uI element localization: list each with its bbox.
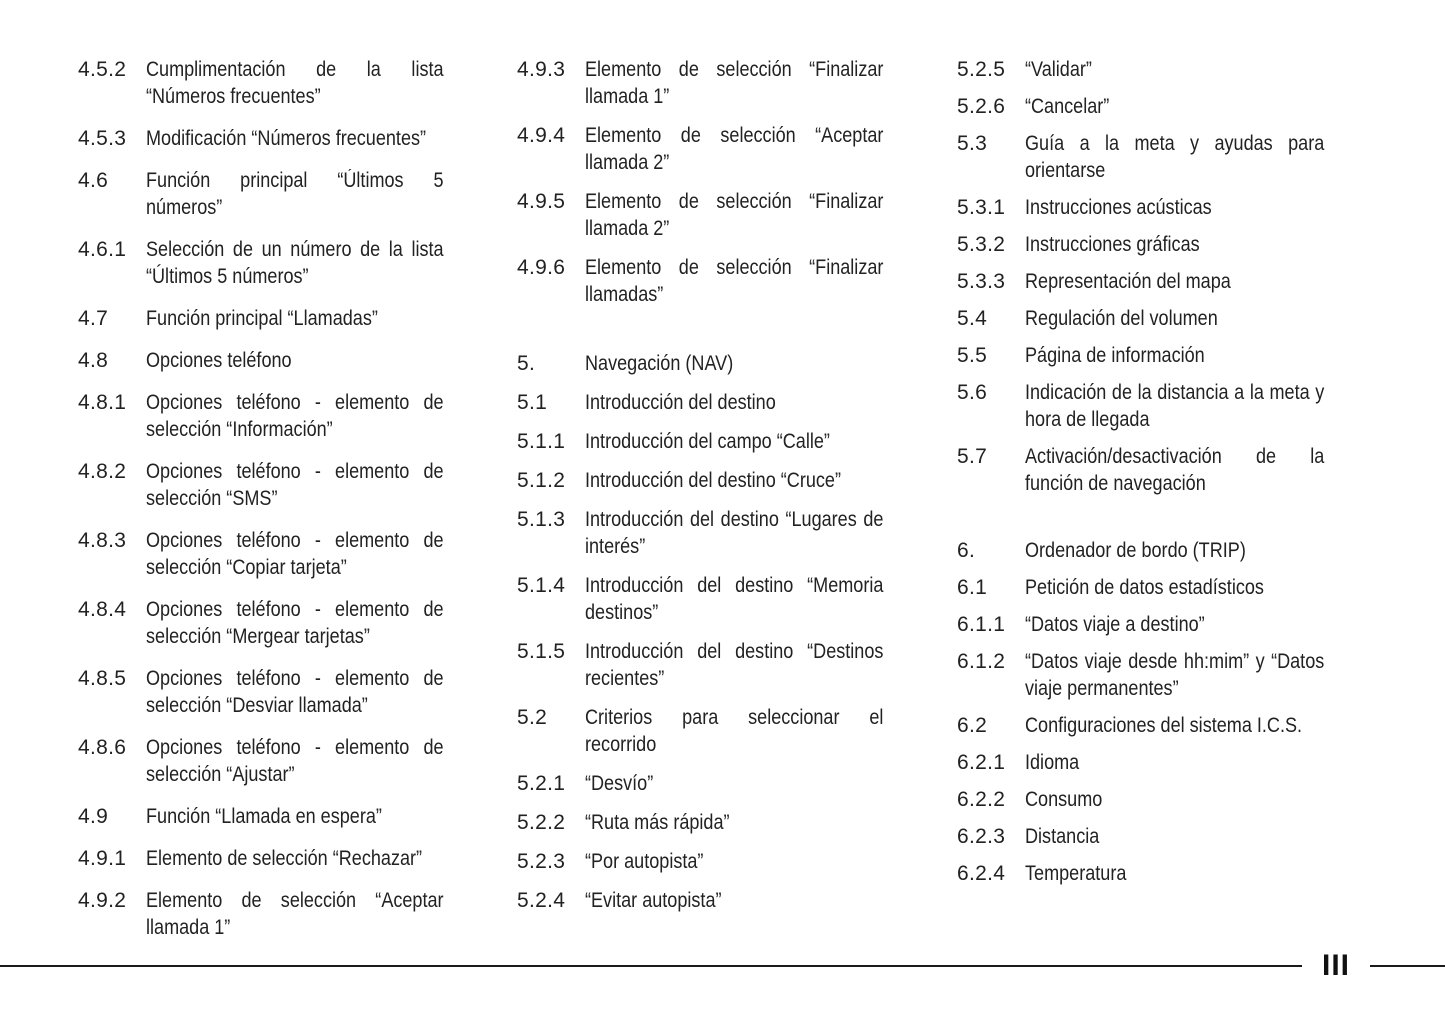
- footer-rule-right: [1370, 965, 1445, 967]
- toc-entry-title: Función “Llamada en espera”: [146, 805, 382, 828]
- toc-entry-title: Elemento de selección “Finalizar llamada 1”: [585, 58, 884, 108]
- toc-entry-title: “Datos viaje a destino”: [1025, 613, 1205, 636]
- toc-entry: [957, 130, 1373, 184]
- toc-entry: [78, 236, 492, 290]
- toc-entry: [957, 537, 1373, 564]
- toc-entry: [957, 786, 1373, 813]
- toc-entry: [957, 231, 1373, 258]
- toc-entry: [78, 734, 492, 788]
- toc-entry-title: Opciones teléfono - elemento de selección “Ajustar”: [146, 736, 444, 786]
- toc-entry: [517, 848, 932, 875]
- toc-entry-number: 5.2.1: [517, 772, 566, 795]
- toc-entry: [517, 389, 932, 416]
- toc-entry-title: Elemento de selección “Finalizar llamadas”: [585, 256, 884, 306]
- toc-entry-title: Introducción del destino: [585, 391, 776, 414]
- toc-entry-title: Cumplimentación de la lista “Números frecuentes”: [146, 58, 444, 108]
- toc-entry: [517, 56, 932, 110]
- toc-entry-number: 4.5.3: [78, 127, 127, 150]
- toc-entry-title: Modificación “Números frecuentes”: [146, 127, 427, 150]
- toc-entry: [957, 305, 1373, 332]
- toc-entry-title: Opciones teléfono - elemento de selección “Mergear tarjetas”: [146, 598, 444, 648]
- toc-entry: [517, 704, 932, 758]
- toc-entry: [78, 56, 492, 110]
- toc-entry-number: 5.2.2: [517, 811, 566, 834]
- toc-entry-number: 4.9.1: [78, 847, 127, 870]
- toc-column-2: [517, 56, 932, 926]
- toc-entry-title: Introducción del destino “Destinos recientes”: [585, 640, 884, 690]
- toc-entry-number: 4.8.3: [78, 529, 127, 552]
- toc-entry-number: 5.2.5: [957, 58, 1006, 81]
- toc-entry-title: Indicación de la distancia a la meta y hora de llegada: [1025, 381, 1325, 431]
- toc-entry-number: 6.1.1: [957, 613, 1006, 636]
- toc-entry-title: Criterios para seleccionar el recorrido: [585, 706, 884, 756]
- toc-entry-number: 4.6: [78, 169, 109, 192]
- toc-entry-number: 6.: [957, 539, 976, 562]
- toc-entry-number: 4.9.2: [78, 889, 127, 912]
- toc-entry-number: 5.2.6: [957, 95, 1006, 118]
- toc-entry-number: 5.5: [957, 344, 988, 367]
- toc-entry-title: Guía a la meta y ayudas para orientarse: [1025, 132, 1325, 182]
- toc-entry-number: 4.8.6: [78, 736, 127, 759]
- toc-entry: [78, 125, 492, 152]
- toc-entry-number: 5.3.1: [957, 196, 1006, 219]
- toc-entry-number: 5.1.5: [517, 640, 566, 663]
- toc-entry-number: 4.9.3: [517, 58, 566, 81]
- toc-entry-number: 5.2: [517, 706, 548, 729]
- toc-entry-number: 4.9.5: [517, 190, 566, 213]
- toc-entry-number: 4.5.2: [78, 58, 127, 81]
- toc-entry-title: Opciones teléfono - elemento de selección “SMS”: [146, 460, 444, 510]
- toc-entry-title: Configuraciones del sistema I.C.S.: [1025, 714, 1303, 737]
- toc-entry: [957, 268, 1373, 295]
- toc-entry: [957, 56, 1373, 83]
- toc-entry-number: 6.1.2: [957, 650, 1006, 673]
- toc-entry-title: Instrucciones gráficas: [1025, 233, 1200, 256]
- toc-entry-number: 5.1: [517, 391, 548, 414]
- toc-entry-number: 5.3.2: [957, 233, 1006, 256]
- toc-entry: [517, 887, 932, 914]
- toc-entry: [78, 887, 492, 941]
- toc-entry-title: “Por autopista”: [585, 850, 704, 873]
- toc-entry-title: Página de información: [1025, 344, 1205, 367]
- toc-entry: [517, 572, 932, 626]
- toc-entry: [78, 845, 492, 872]
- toc-entry-number: 4.9.6: [517, 256, 566, 279]
- toc-entry-number: 5.1.1: [517, 430, 566, 453]
- toc-entry-title: Selección de un número de la lista “Últimos 5 números”: [146, 238, 444, 288]
- toc-entry-number: 6.2: [957, 714, 988, 737]
- toc-entry-number: 4.9: [78, 805, 109, 828]
- toc-entry: [517, 638, 932, 692]
- toc-entry-title: Opciones teléfono - elemento de selección “Desviar llamada”: [146, 667, 444, 717]
- toc-entry-number: 5.3: [957, 132, 988, 155]
- toc-entry: [517, 350, 932, 377]
- toc-entry-title: Introducción del destino “Memoria destinos”: [585, 574, 884, 624]
- toc-entry-title: Ordenador de bordo (TRIP): [1025, 539, 1246, 562]
- toc-entry-title: Elemento de selección “Finalizar llamada 2”: [585, 190, 884, 240]
- toc-entry: [78, 305, 492, 332]
- toc-entry: [78, 596, 492, 650]
- toc-entry-title: Introducción del destino “Cruce”: [585, 469, 841, 492]
- toc-entry-number: 5.1.4: [517, 574, 566, 597]
- toc-entry: [957, 648, 1373, 702]
- toc-entry-number: 5.3.3: [957, 270, 1006, 293]
- toc-entry: [517, 122, 932, 176]
- toc-column-3: [957, 56, 1373, 897]
- toc-entry: [957, 611, 1373, 638]
- toc-entry: [957, 194, 1373, 221]
- toc-entry: [517, 428, 932, 455]
- toc-entry: [517, 254, 932, 308]
- toc-entry-title: Función principal “Llamadas”: [146, 307, 378, 330]
- toc-entry-number: 6.2.2: [957, 788, 1006, 811]
- toc-entry-number: 5.1.3: [517, 508, 566, 531]
- toc-entry-number: 6.2.4: [957, 862, 1006, 885]
- toc-entry-title: Activación/desactivación de la función de navegación: [1025, 445, 1325, 495]
- toc-entry: [957, 749, 1373, 776]
- toc-entry-title: Introducción del destino “Lugares de interés”: [585, 508, 884, 558]
- toc-entry: [78, 458, 492, 512]
- toc-entry-number: 4.6.1: [78, 238, 127, 261]
- toc-entry: [957, 574, 1373, 601]
- toc-entry-title: “Desvío”: [585, 772, 654, 795]
- toc-entry-number: 5.4: [957, 307, 988, 330]
- toc-entry-title: Regulación del volumen: [1025, 307, 1218, 330]
- toc-entry-title: Navegación (NAV): [585, 352, 734, 375]
- toc-column-1: [78, 56, 492, 956]
- toc-entry: [957, 379, 1373, 433]
- toc-entry: [78, 347, 492, 374]
- toc-entry-title: Petición de datos estadísticos: [1025, 576, 1264, 599]
- toc-entry-number: 4.8.4: [78, 598, 127, 621]
- toc-entry-number: 4.8.5: [78, 667, 127, 690]
- toc-entry-title: Opciones teléfono: [146, 349, 292, 372]
- toc-entry-title: “Cancelar”: [1025, 95, 1110, 118]
- toc-entry: [78, 527, 492, 581]
- toc-entry: [517, 809, 932, 836]
- toc-entry-title: Opciones teléfono - elemento de selección “Información”: [146, 391, 444, 441]
- toc-entry-title: Instrucciones acústicas: [1025, 196, 1212, 219]
- toc-entry-number: 4.7: [78, 307, 109, 330]
- toc-entry-title: Función principal “Últimos 5 números”: [146, 169, 444, 219]
- toc-entry: [517, 467, 932, 494]
- toc-entry: [517, 770, 932, 797]
- toc-entry: [517, 188, 932, 242]
- toc-entry-title: Elemento de selección “Rechazar”: [146, 847, 423, 870]
- toc-entry-number: 4.8: [78, 349, 109, 372]
- toc-entry: [517, 506, 932, 560]
- toc-entry-number: 4.9.4: [517, 124, 566, 147]
- section-spacer: [957, 507, 1373, 537]
- toc-entry: [957, 860, 1373, 887]
- toc-entry: [78, 389, 492, 443]
- toc-entry-title: “Validar”: [1025, 58, 1092, 81]
- toc-entry: [78, 803, 492, 830]
- page-number: III: [1321, 949, 1350, 982]
- toc-entry-title: Temperatura: [1025, 862, 1127, 885]
- toc-entry-number: 6.2.1: [957, 751, 1006, 774]
- footer-rule-left: [0, 965, 1302, 967]
- toc-entry-title: Introducción del campo “Calle”: [585, 430, 830, 453]
- toc-entry-number: 5.: [517, 352, 536, 375]
- toc-entry-number: 6.1: [957, 576, 988, 599]
- toc-entry-number: 6.2.3: [957, 825, 1006, 848]
- toc-entry-number: 5.2.4: [517, 889, 566, 912]
- toc-entry: [957, 443, 1373, 497]
- toc-entry-number: 5.6: [957, 381, 988, 404]
- toc-entry: [957, 823, 1373, 850]
- toc-entry-number: 4.8.2: [78, 460, 127, 483]
- toc-entry-title: Consumo: [1025, 788, 1103, 811]
- toc-entry-title: Representación del mapa: [1025, 270, 1231, 293]
- toc-entry: [957, 342, 1373, 369]
- toc-entry: [957, 93, 1373, 120]
- toc-entry-title: Opciones teléfono - elemento de selección “Copiar tarjeta”: [146, 529, 444, 579]
- section-spacer: [517, 320, 932, 350]
- toc-entry: [78, 167, 492, 221]
- toc-entry-title: Elemento de selección “Aceptar llamada 2”: [585, 124, 884, 174]
- toc-entry-title: Distancia: [1025, 825, 1100, 848]
- toc-entry-title: “Datos viaje desde hh:mim” y “Datos viaje permanentes”: [1025, 650, 1325, 700]
- toc-entry-number: 4.8.1: [78, 391, 127, 414]
- toc-entry-title: Idioma: [1025, 751, 1080, 774]
- toc-entry-title: “Ruta más rápida”: [585, 811, 730, 834]
- toc-entry: [78, 665, 492, 719]
- toc-entry-number: 5.2.3: [517, 850, 566, 873]
- toc-entry-title: Elemento de selección “Aceptar llamada 1”: [146, 889, 444, 939]
- toc-entry-number: 5.1.2: [517, 469, 566, 492]
- toc-entry: [957, 712, 1373, 739]
- toc-entry-title: “Evitar autopista”: [585, 889, 722, 912]
- toc-entry-number: 5.7: [957, 445, 988, 468]
